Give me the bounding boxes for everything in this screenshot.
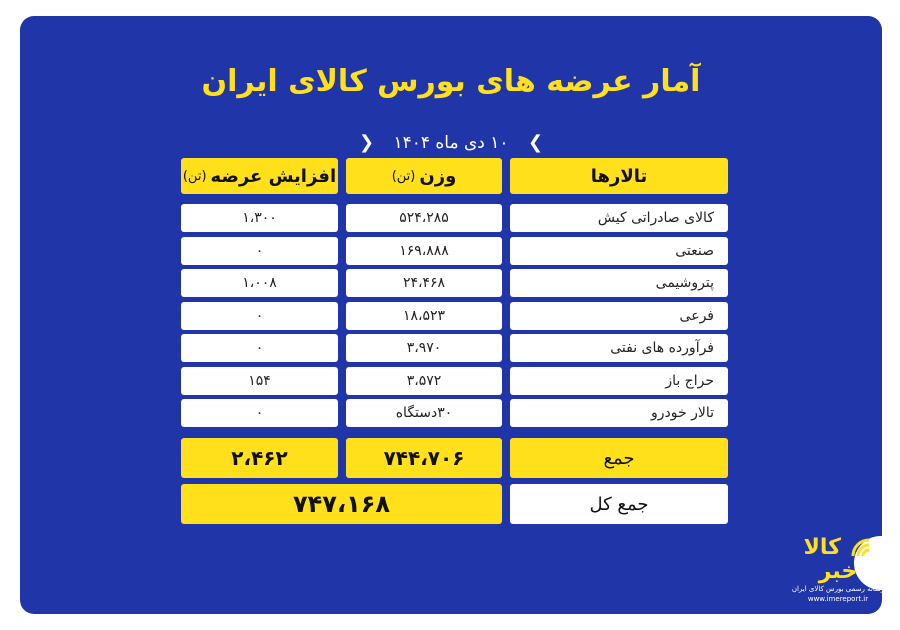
sum-label: جمع [510, 438, 728, 478]
header-increase [181, 158, 338, 194]
logo-tagline: رسانه رسمی بورس کالای ایران [791, 585, 885, 593]
date-line [20, 132, 882, 153]
infographic-card [20, 16, 885, 614]
header-halls [510, 158, 728, 194]
row-weight: ۱۶۹،۸۸۸ [346, 237, 502, 265]
grand-total-label: جمع کل [510, 484, 728, 524]
row-increase: ۰ [181, 302, 338, 330]
row-increase: ۰ [181, 399, 338, 427]
header-halls-label: تالارها [590, 165, 648, 187]
row-weight: ۳،۵۷۲ [346, 367, 502, 395]
row-increase: ۱۵۴ [181, 367, 338, 395]
row-hall-name: کالای صادراتی کیش [510, 204, 728, 232]
chevron-left-icon: ❮ [358, 132, 375, 153]
row-hall-name: صنعتی [510, 237, 728, 265]
row-increase: ۱،۳۰۰ [181, 204, 338, 232]
row-increase: ۱،۰۰۸ [181, 269, 338, 297]
row-hall-name: حراج باز [510, 367, 728, 395]
row-weight: ۳،۹۷۰ [346, 334, 502, 362]
row-weight: ۲۴،۴۶۸ [346, 269, 502, 297]
header-weight-unit: (تن) [391, 168, 416, 184]
row-hall-name: فرآورده های نفتی [510, 334, 728, 362]
header-increase-unit: (تن) [182, 168, 207, 184]
page-title: آمار عرضه های بورس کالای ایران [201, 64, 701, 99]
grand-total-value: ۷۴۷،۱۶۸ [181, 484, 502, 524]
logo-line1: کالا [803, 535, 841, 560]
sum-weight: ۷۴۴،۷۰۶ [346, 438, 502, 478]
row-increase: ۰ [181, 334, 338, 362]
logo-url: www.imereport.ir [807, 595, 869, 603]
row-hall-name: تالار خودرو [510, 399, 728, 427]
chevron-right-icon: ❯ [527, 132, 544, 153]
row-hall-name: فرعی [510, 302, 728, 330]
header-increase-label: افزایش عرضه [210, 165, 337, 187]
sum-increase: ۲،۴۶۲ [181, 438, 338, 478]
header-weight [346, 158, 502, 194]
header-weight-label: وزن [419, 165, 457, 187]
logo-mark [788, 536, 888, 560]
row-increase: ۰ [181, 237, 338, 265]
logo [788, 536, 888, 616]
logo-line2: خبر [818, 559, 858, 584]
row-weight: ۵۲۴،۲۸۵ [346, 204, 502, 232]
date-label: ۱۰ دی ماه ۱۴۰۴ [393, 133, 509, 153]
row-weight: ۳۰دستگاه [346, 399, 502, 427]
signal-waves-icon [849, 536, 873, 560]
row-weight: ۱۸،۵۲۳ [346, 302, 502, 330]
row-hall-name: پتروشیمی [510, 269, 728, 297]
